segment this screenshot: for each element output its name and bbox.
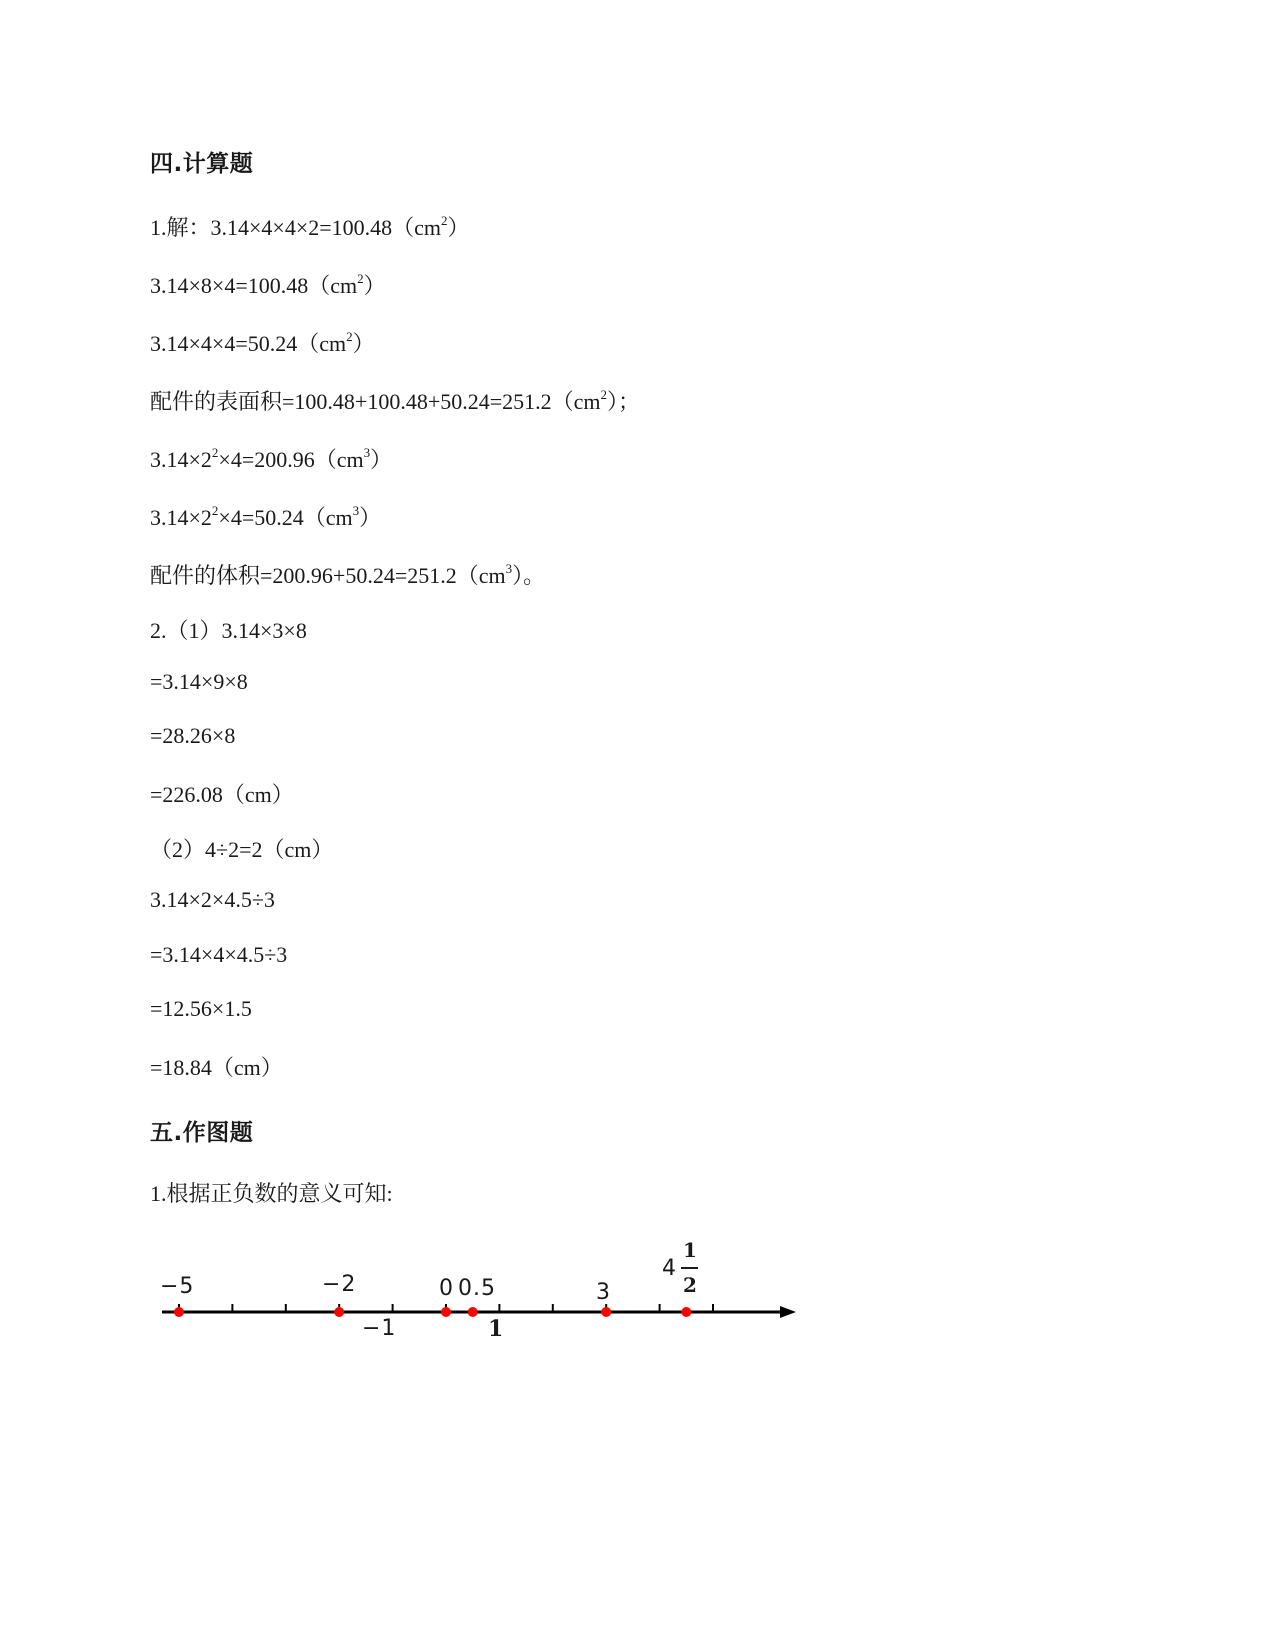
point-marker — [681, 1307, 691, 1317]
label-0-5: 0.5 — [458, 1276, 496, 1301]
section-4-title: 四.计算题 — [150, 151, 254, 177]
q2-line-1: 2.（1）3.14×3×8 — [150, 618, 307, 643]
q2-line-5: （2）4÷2=2（cm） — [150, 837, 334, 862]
q1-line-1: 1.解：$3.14\times 4\times 4\times 2=100.48(cm^2)$ — [150, 212, 470, 240]
point-marker — [468, 1307, 478, 1317]
label-minus-1: −1 — [362, 1316, 397, 1341]
q1-line-6: $3.14\times 2^2\times 4=50.24(cm^3)$ — [150, 502, 382, 530]
label-mixed-denominator: 2 — [683, 1273, 698, 1297]
q2-line-7: =3.14×4×4.5÷3 — [150, 942, 288, 967]
point-marker — [334, 1307, 344, 1317]
point-marker — [441, 1307, 451, 1317]
label-0: 0 — [439, 1276, 454, 1301]
label-minus-5: −5 — [160, 1274, 195, 1299]
label-1: 1 — [488, 1316, 505, 1342]
q2-line-3: =28.26×8 — [150, 723, 236, 748]
label-mixed-numerator: 1 — [683, 1238, 698, 1262]
q1-line-5: $3.14\times 2^2\times 4=200.96(cm^3)$ — [150, 444, 393, 472]
axis-arrowhead — [780, 1306, 796, 1318]
point-marker — [174, 1307, 184, 1317]
q1-volume-line: 配件的体积$=200.96+50.24=251.2(cm^3)$。 — [150, 560, 546, 588]
q1-surface-area-line: 配件的表面积$=100.48+100.48+50.24=251.2(cm^2)$； — [150, 386, 641, 414]
label-mixed-whole: 4 — [662, 1256, 677, 1281]
q2-line-4: =226.08（cm） — [150, 782, 294, 807]
q2-line-2: =3.14×9×8 — [150, 669, 248, 694]
q1-line-3: $3.14\times 4\times 4=50.24(cm^2)$ — [150, 328, 375, 356]
q2-line-6: 3.14×2×4.5÷3 — [150, 887, 275, 912]
label-3: 3 — [596, 1280, 611, 1305]
q1-line-2: $3.14\times 8\times 4=100.48(cm^2)$ — [150, 270, 386, 298]
point-marker — [601, 1307, 611, 1317]
q2-line-8: =12.56×1.5 — [150, 996, 252, 1021]
section-5-q1-text: 1.根据正负数的意义可知: — [150, 1181, 393, 1206]
label-minus-2: −2 — [322, 1272, 357, 1297]
section-5-title: 五.作图题 — [150, 1120, 254, 1146]
q2-line-9: =18.84（cm） — [150, 1055, 283, 1080]
